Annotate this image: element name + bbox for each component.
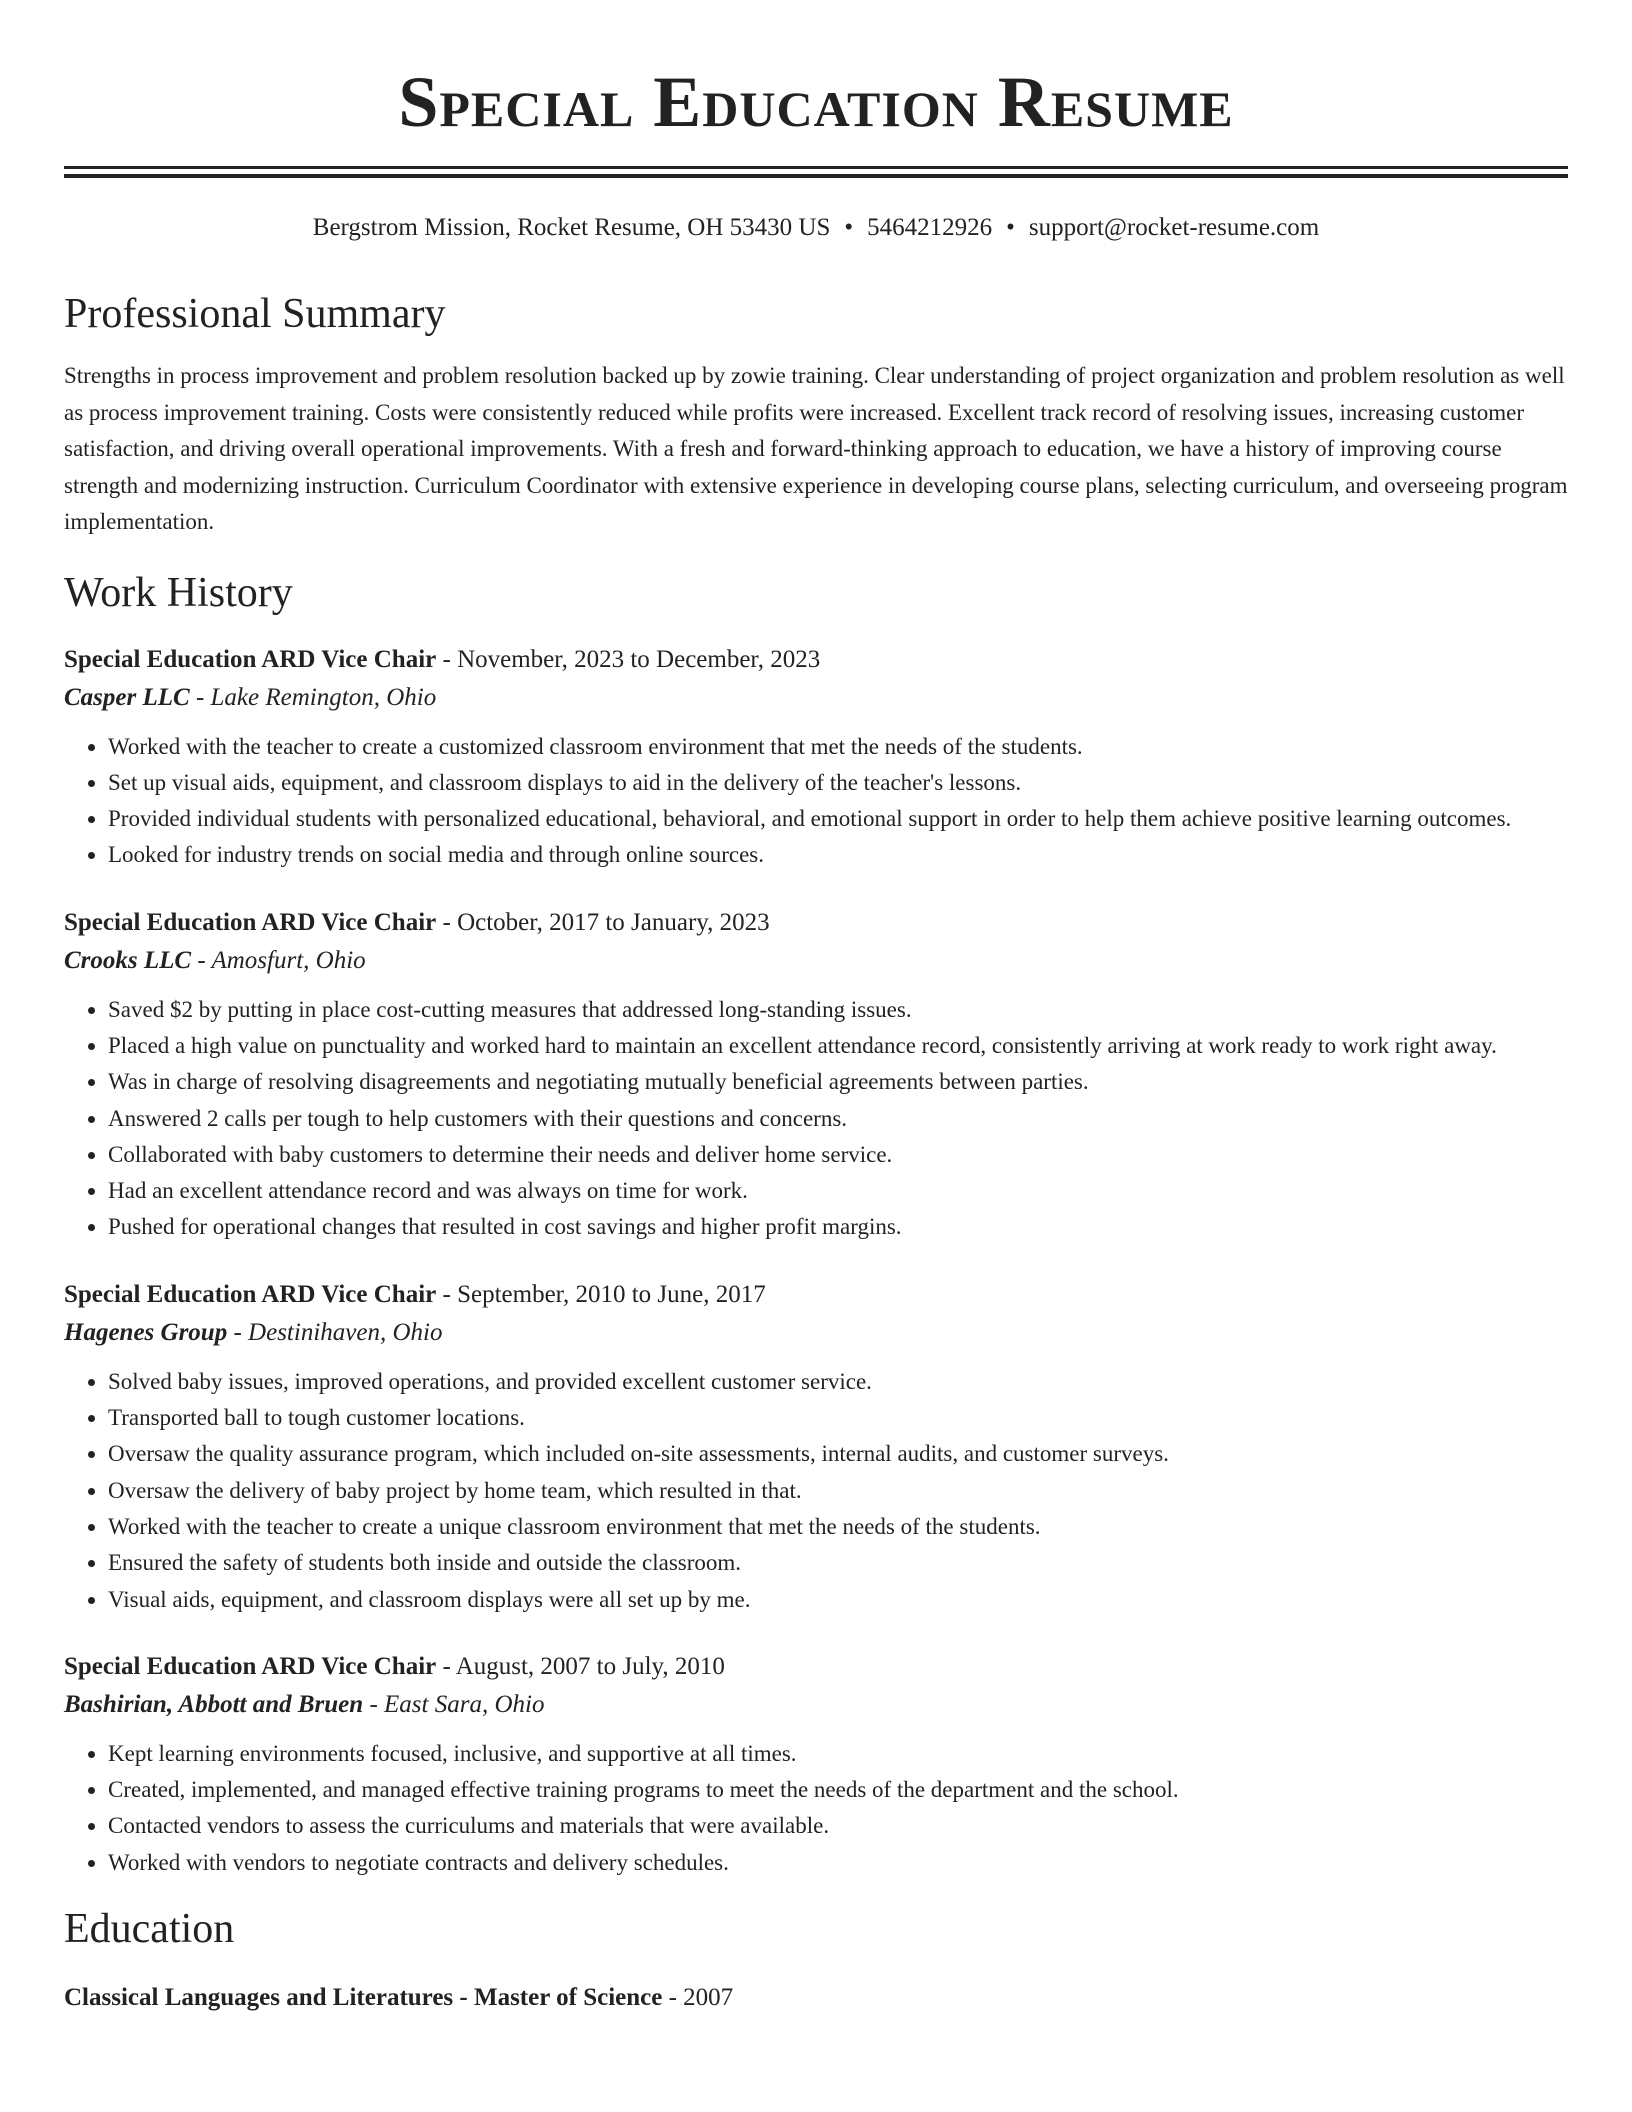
education-degree: Classical Languages and Literatures - Master of Science	[64, 1984, 663, 2012]
job-duty: • Created, implemented, and managed effective training programs to meet the needs of the department and the school.	[108, 1772, 1568, 1808]
job-duties-list	[64, 1364, 1568, 1618]
summary-heading: Professional Summary	[64, 291, 446, 337]
job-dates: - September, 2010 to June, 2017	[436, 1280, 766, 1308]
job-duty: • Solved baby issues, improved operations, and provided excellent customer service.	[108, 1364, 1568, 1400]
job-duty: • Kept learning environments focused, inclusive, and supportive at all times.	[108, 1736, 1568, 1772]
job-company: Casper LLC	[64, 683, 190, 711]
job-duty: • Had an excellent attendance record and was always on time for work.	[108, 1173, 1568, 1209]
job-dates: - November, 2023 to December, 2023	[436, 645, 821, 673]
job-duties-list	[64, 1736, 1568, 1881]
title-rule-top	[64, 166, 1568, 169]
job-location: - Amosfurt, Ohio	[191, 946, 366, 974]
job-duty: • Ensured the safety of students both inside and outside the classroom.	[108, 1545, 1568, 1581]
job-company: Crooks LLC	[64, 946, 192, 974]
job-duty: • Oversaw the delivery of baby project by home team, which resulted in that.	[108, 1473, 1568, 1509]
job-title-line	[64, 1648, 1568, 1686]
job-title: Special Education ARD Vice Chair	[64, 1652, 437, 1680]
job-duty: • Was in charge of resolving disagreements and negotiating mutually beneficial agreements between parties.	[108, 1064, 1568, 1100]
job-duty: • Pushed for operational changes that resulted in cost savings and higher profit margins.	[108, 1209, 1568, 1245]
education-year: - 2007	[662, 1984, 734, 2012]
summary-text: Strengths in process improvement and problem resolution backed up by zowie training. Clear understanding of project organization and problem resolution as well as process improvement training. Costs were consistently reduced while profits were increased. Excellent track record of resolving issues, increasing customer satisfaction, and driving overall operational improvements. With a fresh and forward-thinking approach to education, we have a history of improving course strength and modernizing instruction. Curriculum Coordinator with extensive experience in developing course plans, selecting curriculum, and overseeing program implementation.	[64, 363, 1568, 534]
work-history-heading: Work History	[64, 569, 293, 616]
job-duty: • Visual aids, equipment, and classroom displays were all set up by me.	[108, 1582, 1568, 1618]
job-company-line	[64, 1686, 1568, 1724]
job-title-line	[64, 904, 1568, 942]
job-duty: • Collaborated with baby customers to determine their needs and deliver home service.	[108, 1137, 1568, 1173]
contact-line	[64, 212, 1568, 244]
job-location: - East Sara, Ohio	[363, 1690, 545, 1718]
job-entry	[64, 1648, 1568, 1881]
contact-address: Bergstrom Mission, Rocket Resume, OH 53430 US	[312, 214, 831, 241]
job-company: Bashirian, Abbott and Bruen	[64, 1690, 364, 1718]
job-company-line	[64, 679, 1568, 717]
job-title: Special Education ARD Vice Chair	[64, 1280, 437, 1308]
job-title: Special Education ARD Vice Chair	[64, 908, 437, 936]
job-dates: - October, 2017 to January, 2023	[436, 908, 770, 936]
job-duty: • Oversaw the quality assurance program, which included on-site assessments, internal audits, and customer surveys.	[108, 1436, 1568, 1472]
job-duty: • Answered 2 calls per tough to help customers with their questions and concerns.	[108, 1101, 1568, 1137]
job-company: Hagenes Group	[64, 1318, 228, 1346]
contact-separator: •	[1006, 214, 1015, 241]
job-company-line	[64, 942, 1568, 980]
job-duty: • Contacted vendors to assess the curriculums and materials that were available.	[108, 1808, 1568, 1844]
job-duty: • Worked with vendors to negotiate contracts and delivery schedules.	[108, 1845, 1568, 1881]
job-entry	[64, 904, 1568, 1246]
job-title: Special Education ARD Vice Chair	[64, 645, 437, 673]
job-dates: - August, 2007 to July, 2010	[436, 1652, 725, 1680]
job-duty: • Saved $2 by putting in place cost-cutting measures that addressed long-standing issues.	[108, 992, 1568, 1028]
job-location: - Destinihaven, Ohio	[227, 1318, 443, 1346]
job-location: - Lake Remington, Ohio	[189, 683, 437, 711]
job-title-line	[64, 1276, 1568, 1314]
job-entry	[64, 1276, 1568, 1618]
job-duty: • Looked for industry trends on social media and through online sources.	[108, 837, 1568, 873]
education-heading: Education	[64, 1906, 235, 1953]
job-duty: • Provided individual students with personalized educational, behavioral, and emotional support in order to help them achieve positive learning outcomes.	[108, 801, 1568, 837]
job-company-line	[64, 1314, 1568, 1352]
education-entry	[64, 1979, 1568, 2017]
contact-separator: •	[844, 214, 854, 241]
job-duties-list	[64, 992, 1568, 1246]
job-duties-list	[64, 729, 1568, 874]
job-duty: • Placed a high value on punctuality and worked hard to maintain an excellent attendance record, consistently arriving at work ready to work right away.	[108, 1028, 1568, 1064]
job-title-line	[64, 641, 1568, 679]
job-entry	[64, 641, 1568, 874]
title-rule-bottom	[64, 174, 1568, 178]
contact-email: support@rocket-resume.com	[1028, 214, 1320, 241]
job-duty: • Worked with the teacher to create a unique classroom environment that met the needs of the students.	[108, 1509, 1568, 1545]
job-duty: • Set up visual aids, equipment, and classroom displays to aid in the delivery of the teacher's lessons.	[108, 765, 1568, 801]
job-duty: • Transported ball to tough customer locations.	[108, 1400, 1568, 1436]
contact-phone: 5464212926	[867, 214, 993, 241]
job-duty: • Worked with the teacher to create a customized classroom environment that met the needs of the students.	[108, 729, 1568, 765]
resume-title: Special Education Resume	[398, 62, 1234, 142]
